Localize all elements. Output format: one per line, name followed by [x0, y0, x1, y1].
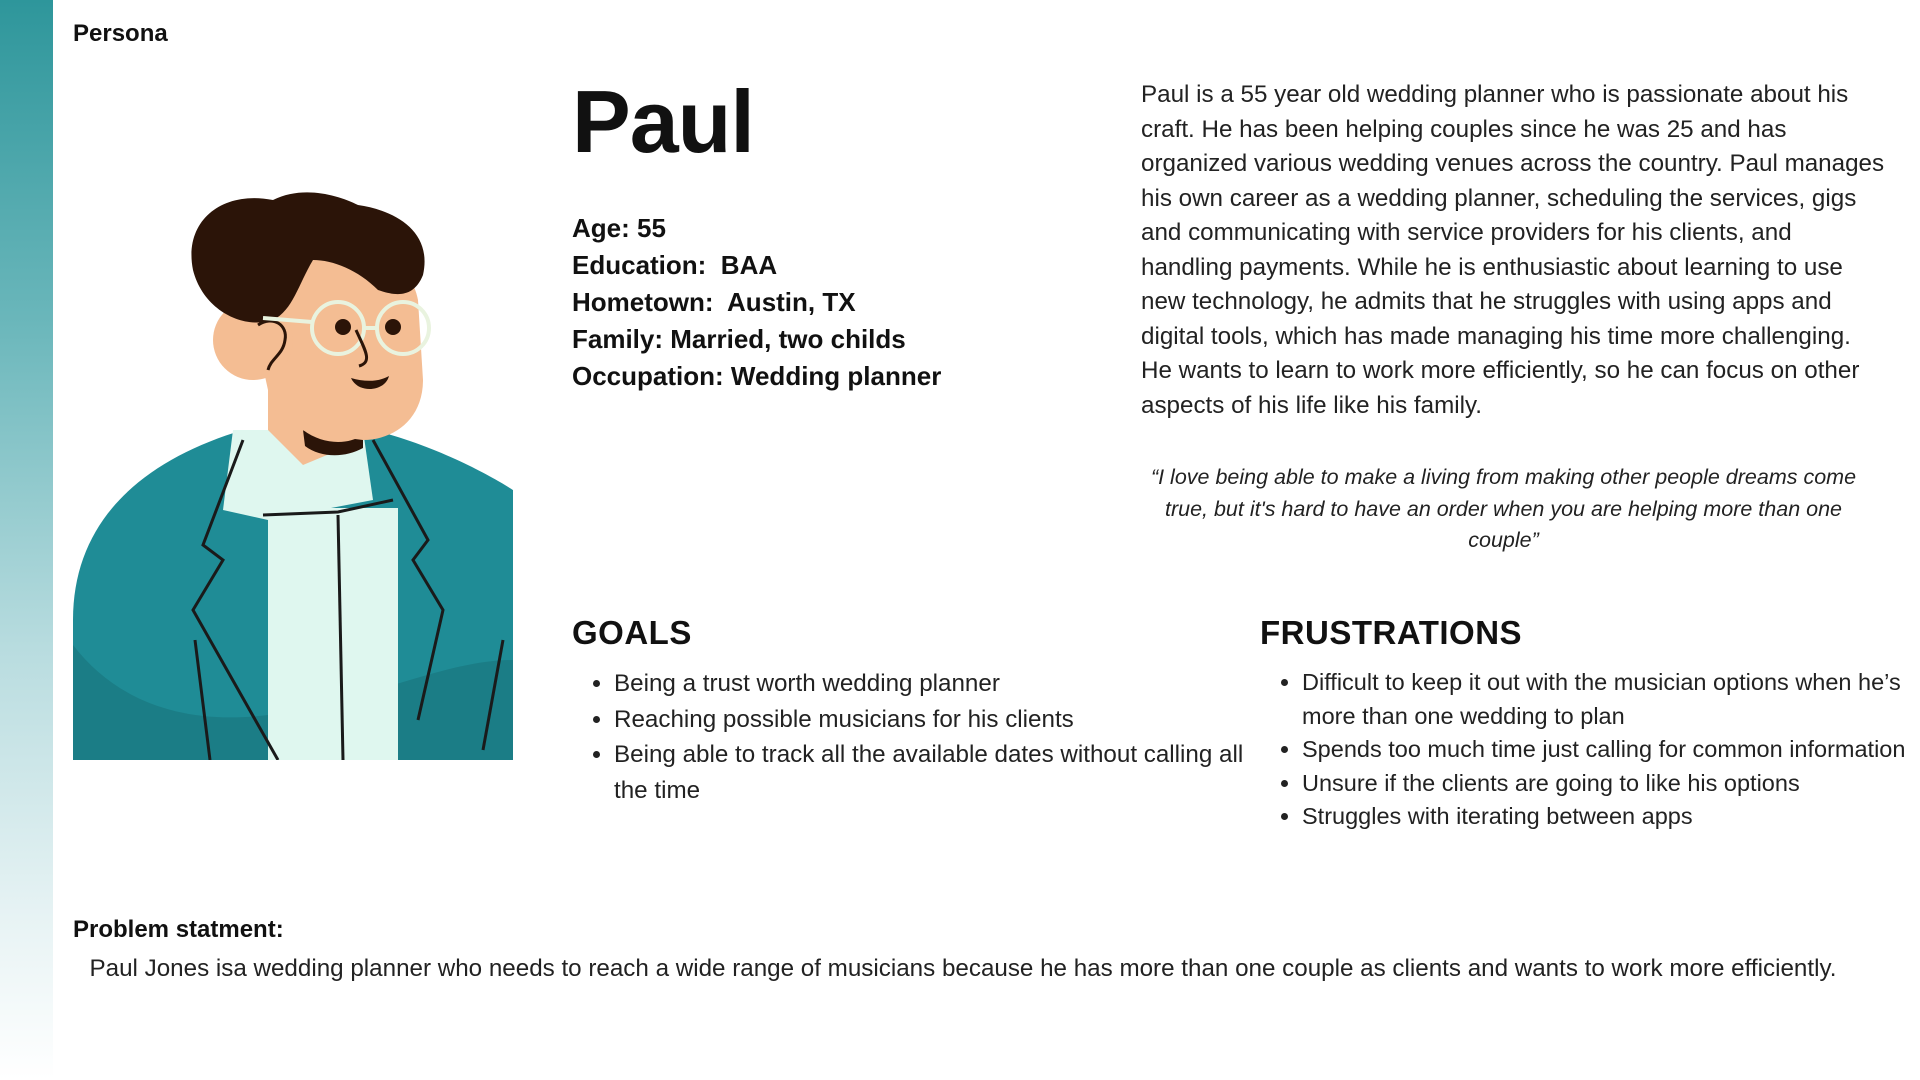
fact-value: Austin, TX: [727, 287, 856, 317]
fact-education: [572, 247, 941, 284]
fact-label: Family:: [572, 324, 664, 354]
fact-label: Hometown:: [572, 287, 714, 317]
persona-avatar-illustration: [73, 190, 513, 760]
list-item: • Struggles with iterating between apps: [1302, 800, 1920, 834]
fact-occupation: [572, 358, 941, 395]
fact-age: [572, 210, 941, 247]
persona-name: Paul: [572, 72, 754, 171]
list-item: • Reaching possible musicians for his clients: [614, 702, 1254, 738]
fact-label: Age:: [572, 213, 630, 243]
persona-bio: Paul is a 55 year old wedding planner who is passionate about his craft. He has been helping couples since he was 25 and has organized various wedding venues across the country. Paul manages his own career as a wedding planner, scheduling the services, gigs and communicating with service providers for his clients, and handling payments. While he is enthusiastic about learning to use new technology, he admits that he struggles with using apps and digital tools, which has made managing his time more challenging. He wants to learn to work more efficiently, so he can focus on other aspects of his life like his family.: [1141, 81, 1885, 419]
fact-family: [572, 321, 941, 358]
list-item: • Spends too much time just calling for common information: [1302, 733, 1920, 767]
fact-value: 55: [637, 213, 666, 243]
persona-facts: [572, 210, 941, 395]
fact-value: Married, two childs: [670, 324, 906, 354]
page-tag: Persona: [73, 20, 168, 47]
persona-quote: “I love being able to make a living from making other people dreams come true, but it's hard to have an order when you are helping more than one couple”: [1150, 465, 1857, 552]
fact-value: BAA: [720, 250, 778, 280]
goals-heading: GOALS: [572, 614, 692, 651]
problem-label: Problem statment:: [73, 916, 284, 943]
list-item: • Being a trust worth wedding planner: [614, 666, 1254, 702]
goals-list: [572, 666, 1254, 808]
list-item: • Difficult to keep it out with the musician options when he’s more than one wedding to plan: [1302, 666, 1920, 733]
fact-label: Education:: [572, 250, 707, 280]
fact-hometown: [572, 284, 941, 321]
list-item: • Unsure if the clients are going to like his options: [1302, 767, 1920, 801]
fact-label: Occupation:: [572, 361, 724, 391]
list-item: • Being able to track all the available dates without calling all the time: [614, 737, 1254, 808]
fact-value: Wedding planner: [730, 361, 942, 391]
frustrations-list: [1260, 666, 1920, 834]
problem-statement: Paul Jones isa wedding planner who needs to reach a wide range of musicians because he has more than one couple as clients and wants to work more efficiently.: [89, 955, 1837, 982]
side-gradient-bar: [0, 0, 53, 1080]
frustrations-heading: FRUSTRATIONS: [1260, 614, 1523, 651]
